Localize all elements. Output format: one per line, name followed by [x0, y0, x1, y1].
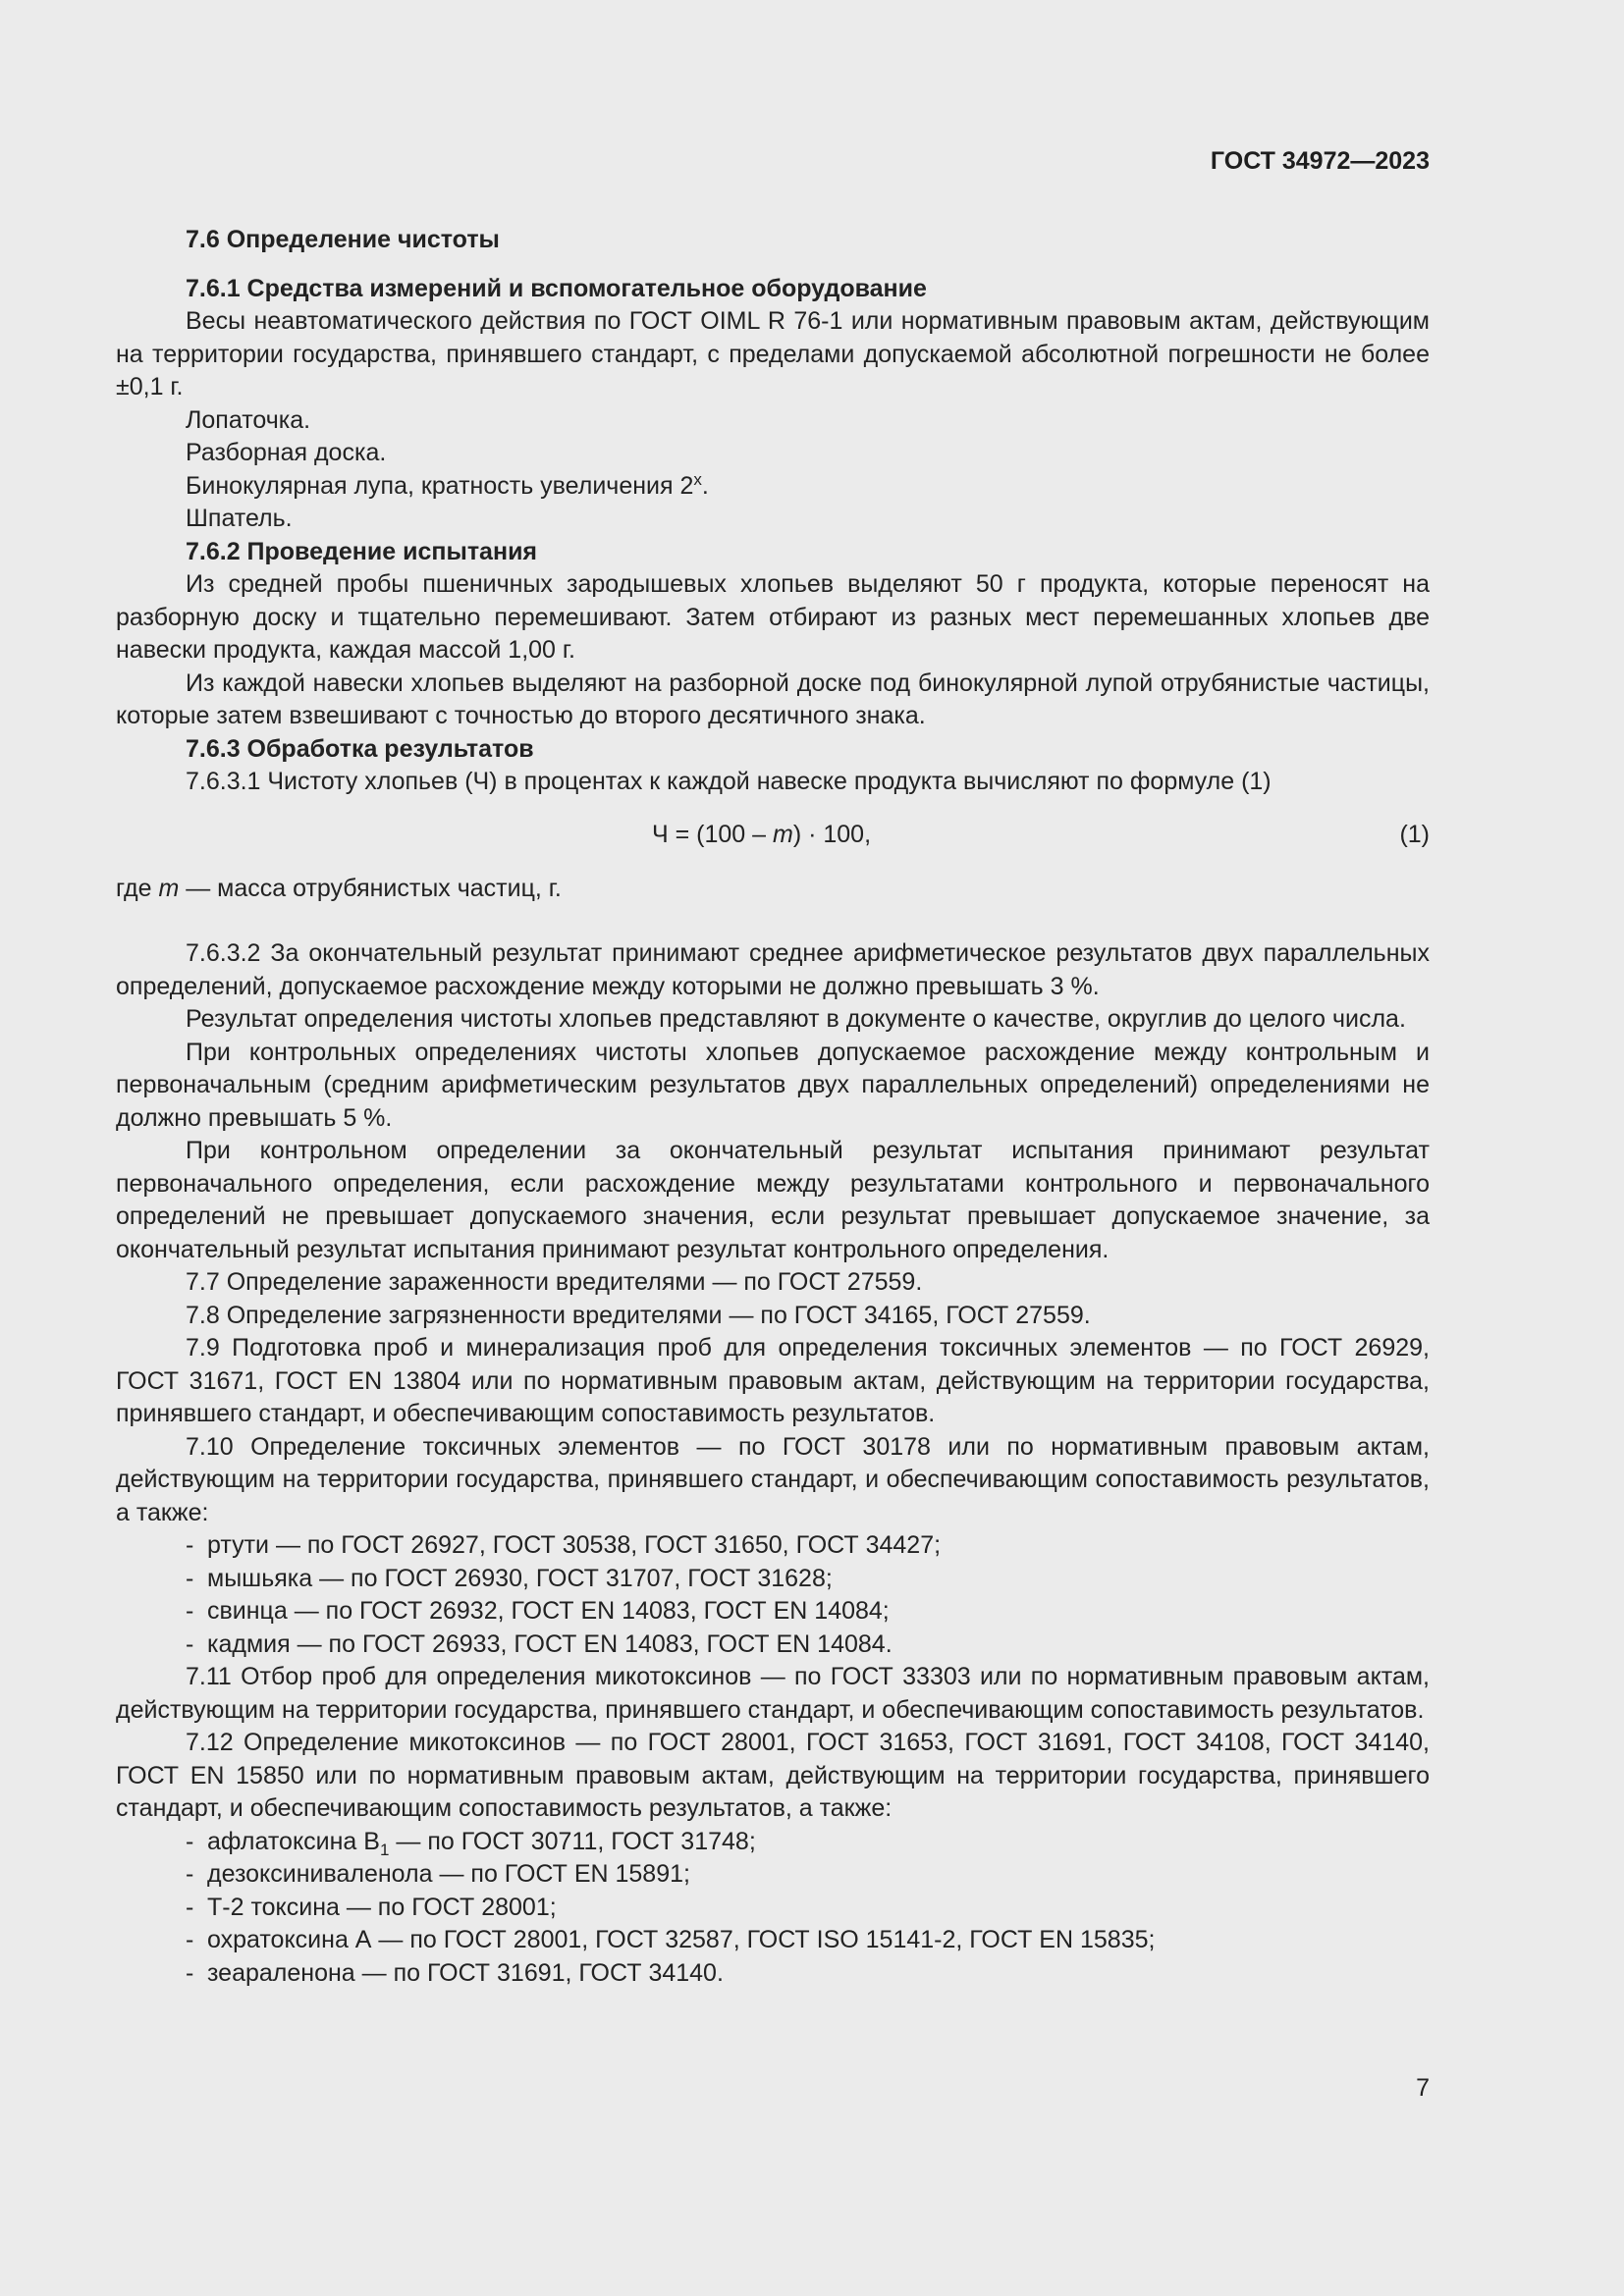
formula [116, 819, 1430, 851]
paragraph: 7.6.3.1 Чистоту хлопьев (Ч) в процентах к каждой навеске продукта вычисляют по формуле (1) [186, 768, 1272, 795]
section-title-7-6: 7.6 Определение чистоты [186, 226, 500, 253]
paragraph-7-11: 7.11 Отбор проб для определения микотоксинов — по ГОСТ 33303 или по нормативным правовым актам, действующим на территории государства, принявшего стандарт, и обеспечивающим сопоставимость результатов. [116, 1663, 1430, 1724]
paragraph-7-12: 7.12 Определение микотоксинов — по ГОСТ 28001, ГОСТ 31653, ГОСТ 31691, ГОСТ 34108, ГОСТ 34140, ГОСТ EN 15850 или по нормативным правовым актам, действующим на территории государства, принявшего стандарт, и обеспечивающим сопоставимость результатов, а также: [116, 1729, 1430, 1822]
page-number: 7 [1416, 2074, 1430, 2102]
paragraph-7-8: 7.8 Определение загрязненности вредителями — по ГОСТ 34165, ГОСТ 27559. [186, 1301, 1091, 1329]
list-item: - охратоксина А — по ГОСТ 28001, ГОСТ 32587, ГОСТ ISO 15141-2, ГОСТ EN 15835; [186, 1926, 1156, 1953]
paragraph-7-10: 7.10 Определение токсичных элементов — по ГОСТ 30178 или по нормативным правовым актам, действующим на территории государства, принявшего стандарт, и обеспечивающим сопоставимость результатов, а также: [116, 1432, 1430, 1526]
formula-number: (1) [1399, 820, 1430, 848]
equipment-item: Разборная доска. [186, 439, 387, 466]
list-item: - кадмия — по ГОСТ 26933, ГОСТ EN 14083, ГОСТ EN 14084. [186, 1629, 893, 1658]
page-content [116, 224, 1430, 1990]
list-item: - дезоксиниваленола — по ГОСТ EN 15891; [186, 1860, 690, 1888]
section-title-7-6-1: 7.6.1 Средства измерений и вспомогательное оборудование [186, 274, 927, 302]
paragraph: При контрольных определениях чистоты хлопьев допускаемое расхождение между контрольным и первоначальным (средним арифметическим результатов двух параллельных определений) определениями не должно превышать 5 %. [116, 1038, 1430, 1132]
section-title-7-6-3: 7.6.3 Обработка результатов [186, 734, 534, 763]
paragraph: Из каждой навески хлопьев выделяют на разборной доске под бинокулярной лупой отрубянистые частицы, которые затем взвешивают с точностью до второго десятичного знака. [116, 668, 1430, 729]
equipment-item: Бинокулярная лупа, кратность увеличения $2^х$. [186, 469, 709, 500]
paragraph: Из средней пробы пшеничных зародышевых хлопьев выделяют 50 г продукта, которые переносят на разборную доску и тщательно перемешивают. Затем отбирают из разных мест перемешанных хлопьев две навески продукта, каждая массой 1,00 г. [116, 570, 1430, 664]
paragraph-7-7: 7.7 Определение зараженности вредителями — по ГОСТ 27559. [186, 1268, 923, 1296]
document-id: ГОСТ 34972—2023 [1210, 147, 1430, 175]
formula-expression: Ч = (100 – m) · 100, [652, 820, 872, 848]
list-item: - мышьяка — по ГОСТ 26930, ГОСТ 31707, ГОСТ 31628; [186, 1564, 833, 1592]
paragraph: При контрольном определении за окончательный результат испытания принимают результат первоначального определения, если расхождение между результатами контрольного и первоначального определений не превышает допускаемого значения, если результат превышает допускаемое значение, за окончательный результат испытания принимают результат контрольного определения. [116, 1137, 1430, 1263]
list-item: - ртути — по ГОСТ 26927, ГОСТ 30538, ГОСТ 31650, ГОСТ 34427; [186, 1531, 942, 1559]
list-item: - свинца — по ГОСТ 26932, ГОСТ EN 14083, ГОСТ EN 14084; [186, 1597, 890, 1625]
section-title-7-6-2: 7.6.2 Проведение испытания [186, 537, 538, 565]
equipment-item: Шпатель. [186, 505, 293, 532]
paragraph-7-9: 7.9 Подготовка проб и минерализация проб для определения токсичных элементов — по ГОСТ 26929, ГОСТ 31671, ГОСТ EN 13804 или по нормативным правовым актам, действующим на территории государства, принявшего стандарт, и обеспечивающим сопоставимость результатов. [116, 1334, 1430, 1427]
list-item: - зеараленона — по ГОСТ 31691, ГОСТ 34140. [186, 1958, 724, 1987]
paragraph: 7.6.3.2 За окончательный результат принимают среднее арифметическое результатов двух параллельных определений, допускаемое расхождение между которыми не должно превышать 3 %. [116, 939, 1430, 1000]
list-item: - Т-2 токсина — по ГОСТ 28001; [186, 1893, 557, 1921]
list-item: - афлатоксина $В_1$ — по ГОСТ 30711, ГОСТ 31748; [186, 1827, 756, 1859]
formula-where: где m — масса отрубянистых частиц, г. [116, 874, 562, 902]
paragraph: Результат определения чистоты хлопьев представляют в документе о качестве, округлив до целого числа. [186, 1005, 1406, 1033]
paragraph: Весы неавтоматического действия по ГОСТ OIML R 76-1 или нормативным правовым актам, действующим на территории государства, принявшего стандарт, с пределами допускаемой абсолютной погрешности не более ±0,1 г. [116, 307, 1430, 400]
equipment-item: Лопаточка. [186, 405, 311, 434]
